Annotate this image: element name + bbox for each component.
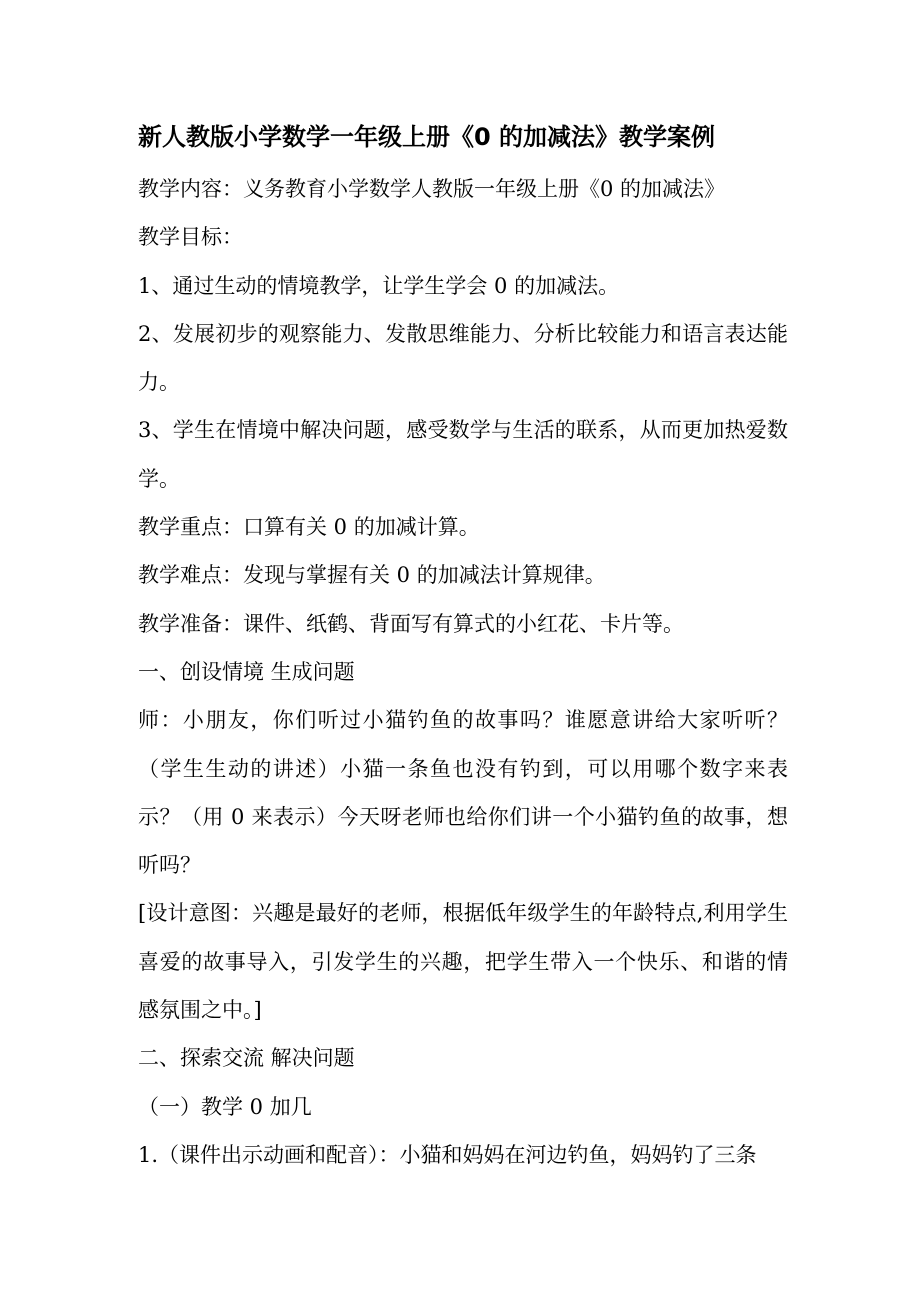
paragraph-key-point: 教学重点：口算有关 0 的加减计算。 (138, 515, 480, 540)
paragraph-teaching-content: 教学内容：义务教育小学数学人教版一年级上册《0 的加减法》 (138, 177, 726, 201)
paragraph-teaching-goals-heading: 教学目标： (138, 225, 243, 250)
paragraph-preparation: 教学准备：课件、纸鹤、背面写有算式的小红花、卡片等。 (138, 611, 684, 636)
paragraph-goal-2: 2、发展初步的观察能力、发散思维能力、分析比较能力和语言表达能力。 (138, 321, 788, 395)
document-title: 新人教版小学数学一年级上册《0 的加减法》教学案例 (138, 123, 716, 151)
section-heading-1: 一、创设情境 生成问题 (138, 659, 355, 684)
paragraph-teacher-intro: 师：小朋友，你们听过小猫钓鱼的故事吗？谁愿意讲给大家听听？（学生生动的讲述）小猫一条鱼也没有钓到，可以用哪个数字来表示？（用 0 来表示）今天呀老师也给你们讲一个小猫钓鱼的故事，想听吗？ (138, 708, 788, 878)
paragraph-goal-3: 3、学生在情境中解决问题，感受数学与生活的联系，从而更加热爱数学。 (138, 418, 788, 491)
paragraph-goal-1: 1、通过生动的情境教学，让学生学会 0 的加减法。 (138, 273, 620, 298)
subsection-heading-1: （一）教学 0 加几 (138, 1094, 312, 1119)
paragraph-design-intent: [设计意图：兴趣是最好的老师，根据低年级学生的年龄特点,利用学生喜爱的故事导入，引发学生的兴趣，把学生带入一个快乐、和谐的情感氛围之中。] (138, 901, 788, 1023)
section-heading-2: 二、探索交流 解决问题 (138, 1046, 355, 1071)
paragraph-difficulty: 教学难点：发现与掌握有关 0 的加减法计算规律。 (138, 563, 606, 588)
paragraph-step-1: 1.（课件出示动画和配音）：小猫和妈妈在河边钓鱼，妈妈钓了三条 (138, 1142, 757, 1167)
document-body (138, 165, 788, 1179)
